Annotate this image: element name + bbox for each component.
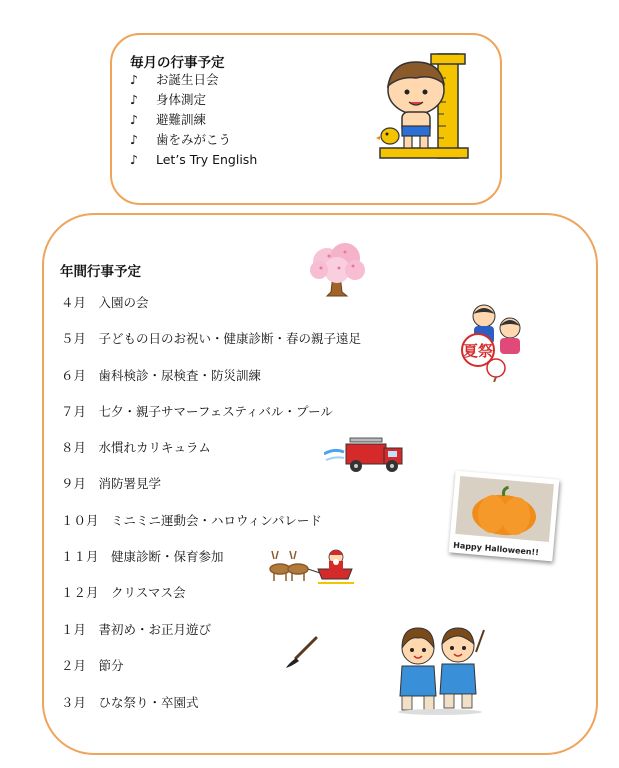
santa-sleigh-illustration: [266, 545, 358, 585]
monthly-item: ♪ 身体測定: [130, 90, 206, 110]
annual-item: ６月 歯科検診・尿検査・防災訓練: [61, 368, 262, 383]
annual-item: １２月 クリスマス会: [61, 585, 186, 600]
festival-fan-text: 夏祭: [462, 342, 494, 360]
halloween-caption: Happy Halloween!!: [452, 540, 540, 558]
annual-title: 年間行事予定: [60, 264, 141, 280]
annual-item: ２月 節分: [61, 658, 124, 673]
monthly-item: ♪ お誕生日会: [130, 70, 219, 90]
monthly-title: 毎月の行事予定: [130, 55, 225, 71]
cherry-blossom-tree-illustration: [305, 240, 369, 298]
annual-item: １１月 健康診断・保育参加: [61, 549, 224, 564]
annual-item: ４月 入園の会: [61, 295, 149, 310]
fire-truck-illustration: [324, 434, 406, 474]
annual-item: ７月 七夕・親子サマーフェスティバル・プール: [61, 404, 333, 419]
annual-item: １０月 ミニミニ運動会・ハロウィンパレード: [61, 513, 322, 528]
annual-item: ９月 消防署見学: [61, 476, 162, 491]
annual-item: ３月 ひな祭り・卒園式: [61, 695, 199, 710]
annual-item: ５月 子どもの日のお祝い・健康診断・春の親子遠足: [61, 331, 362, 346]
calligraphy-brush-icon: [284, 634, 320, 670]
music-note-icon: ♪: [130, 132, 138, 147]
kids-new-year-calligraphy-illustration: [388, 622, 490, 716]
annual-item: １月 書初め・お正月遊び: [61, 622, 212, 637]
annual-item: ８月 水慣れカリキュラム: [61, 440, 211, 455]
monthly-item: ♪ 歯をみがこう: [130, 130, 231, 150]
child-measuring-height-illustration: [376, 50, 472, 164]
music-note-icon: ♪: [130, 112, 138, 127]
summer-festival-kids-illustration: [456, 302, 530, 382]
monthly-item: ♪ Let’s Try English: [130, 150, 257, 170]
music-note-icon: ♪: [130, 152, 138, 167]
monthly-item: ♪ 避難訓練: [130, 110, 206, 130]
music-note-icon: ♪: [130, 72, 138, 87]
music-note-icon: ♪: [130, 92, 138, 107]
halloween-pumpkin-photo: [449, 471, 560, 562]
